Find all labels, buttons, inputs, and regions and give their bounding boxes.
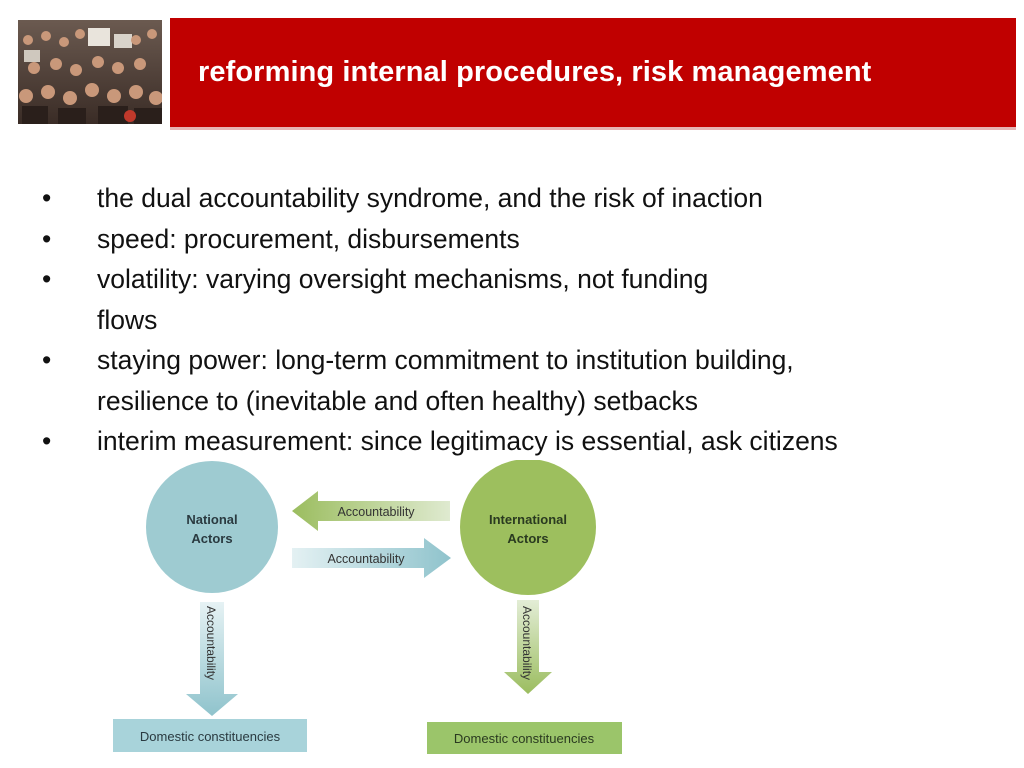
- accountability-diagram: [0, 460, 1024, 768]
- international-actors-node: [460, 460, 596, 595]
- bullet-text: staying power: long-term commitment to institution building,: [97, 345, 794, 375]
- bullet-icon: •: [42, 426, 52, 456]
- bullet-icon: •: [42, 345, 52, 375]
- accountability-arrow-down-left: [186, 602, 238, 716]
- accountability-diagram-svg: [0, 460, 1024, 768]
- bullet-icon: •: [42, 183, 52, 213]
- national-actors-node: [146, 461, 278, 593]
- bullet-text: volatility: varying oversight mechanisms, not funding: [97, 264, 709, 294]
- domestic-constituencies-label-right: Domestic constituencies: [453, 731, 595, 746]
- page-title: reforming internal procedures, risk management: [198, 56, 872, 88]
- bullet-text: the dual accountability syndrome, and the risk of inaction: [97, 183, 763, 213]
- bullet-text: speed: procurement, disbursements: [97, 223, 520, 254]
- title-bar: [170, 18, 1016, 130]
- national-actors-label-1: National: [186, 512, 238, 527]
- domestic-constituencies-box-left: [113, 719, 307, 752]
- crowd-photo-icon: [18, 20, 162, 124]
- bullet-item: [42, 178, 1002, 219]
- accountability-arrow-left-label: Accountability: [337, 505, 415, 519]
- accountability-arrow-down-right-label: Accountability: [520, 606, 534, 681]
- domestic-constituencies-box-right: [427, 722, 622, 754]
- accountability-arrow-down-right: [504, 600, 552, 694]
- accountability-arrow-right: [292, 538, 451, 578]
- national-actors-label-2: Actors: [191, 531, 233, 546]
- accountability-arrow-left: [292, 491, 450, 531]
- bullet-item: [42, 340, 1002, 421]
- bullet-item: [42, 421, 1002, 462]
- bullet-text: flows: [97, 304, 158, 335]
- bullet-icon: •: [42, 223, 52, 254]
- bullet-item: [42, 259, 1002, 340]
- domestic-constituencies-label-left: Domestic constituencies: [139, 729, 281, 744]
- bullet-text: resilience to (inevitable and often healthy) setbacks: [97, 385, 699, 416]
- bullet-item: [42, 219, 1002, 260]
- bullet-icon: •: [42, 264, 52, 294]
- accountability-arrow-down-left-label: Accountability: [204, 606, 218, 681]
- international-actors-label-1: International: [488, 512, 568, 527]
- international-actors-label-2: Actors: [507, 531, 549, 546]
- crowd-photo: [18, 20, 162, 124]
- accountability-arrow-right-label: Accountability: [327, 552, 405, 566]
- bullet-text: interim measurement: since legitimacy is essential, ask citizens: [97, 426, 838, 456]
- bullet-list: [42, 178, 1002, 462]
